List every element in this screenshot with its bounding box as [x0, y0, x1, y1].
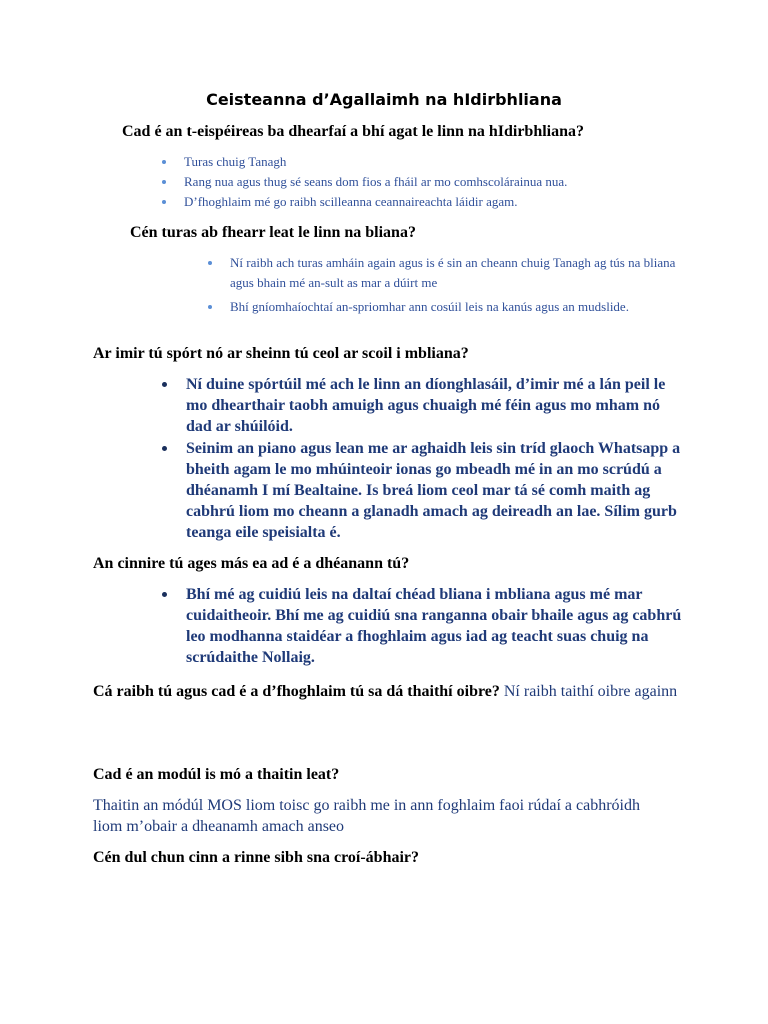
document-title: Ceisteanna d’Agallaimh na hIdirbhliana — [206, 90, 562, 109]
answer-5: Ní raibh taithí oibre againn — [503, 683, 678, 700]
bullet-icon — [162, 180, 166, 184]
list-item: Bhí mé ag cuidiú leis na daltaí chéad bliana i mbliana agus mé mar cuidaitheoir. Bhí me ag cuidiú sna ranganna obair bhaile agus ag cabhrú leo modhanna staidéar a fhoghlaim agus iad ag teacht suas chuig na scrúdaithe Nollaig. — [162, 584, 682, 668]
list-item: Seinim an piano agus lean me ar aghaidh leis sin tríd glaoch Whatsapp a bheith agam le mo mhúinteoir ionas go mbeadh mé in an mo scrúdú a dhéanamh I mí Bealtaine. Is breá liom ceol mar tá sé comh maith ag cabhrú liom mo cheann a glanadh amach ag deireadh an lae. Sílim gurb teanga eile speisialta é. — [162, 438, 682, 543]
answer-list-3 — [162, 374, 682, 544]
question-6: Cad é an modúl is mó a thaitin leat? — [93, 766, 340, 783]
bullet-icon — [162, 160, 166, 164]
question-4: An cinnire tú ages más ea ad é a dhéanann tú? — [93, 555, 410, 572]
bullet-icon — [162, 382, 167, 387]
question-2: Cén turas ab fhearr leat le linn na bliana? — [130, 224, 416, 241]
answer-6: Thaitin an módúl MOS liom toisc go raibh me in ann foghlaim faoi rúdaí a cabhróidh liom m’obair a dheanamh amach anseo — [93, 797, 640, 835]
question-1: Cad é an t-eispéireas ba dhearfaí a bhí agat le linn na hIdirbhliana? — [122, 123, 584, 140]
bullet-icon — [208, 261, 212, 265]
question-7: Cén dul chun cinn a rinne sibh sna croí-ábhair? — [93, 849, 420, 866]
list-item: Bhí gníomhaíochtaí an-spriomhar ann cosúil leis na kanús agus an mudslide. — [206, 297, 676, 317]
bullet-icon — [162, 200, 166, 204]
answer-list-4 — [162, 584, 682, 669]
list-item: Ní raibh ach turas amháin again agus is é sin an cheann chuig Tanagh ag tús na bliana agus bhain mé an-sult as mar a dúirt me — [206, 253, 676, 293]
answer-list-2 — [206, 253, 676, 317]
list-item: D’fhoghlaim mé go raibh scilleanna ceannaireachta láidir agam. — [160, 192, 680, 212]
bullet-icon — [208, 305, 212, 309]
question-3: Ar imir tú spórt nó ar sheinn tú ceol ar scoil i mbliana? — [93, 345, 469, 362]
list-item: Ní duine spórtúil mé ach le linn an díonghlasáil, d’imir mé a lán peil le mo dhearthair taobh amuigh agus chuaigh mé féin agus mo mham nó dad ar shúilóid. — [162, 374, 682, 437]
answer-list-1 — [160, 152, 680, 212]
bullet-icon — [162, 592, 167, 597]
list-item: Rang nua agus thug sé seans dom fios a fháil ar mo comhscolárainua nua. — [160, 172, 680, 192]
list-item: Turas chuig Tanagh — [160, 152, 680, 172]
question-5: Cá raibh tú agus cad é a d’fhoghlaim tú sa dá thaithí oibre? Ní raibh taithí oibre againn — [93, 683, 678, 700]
bullet-icon — [162, 446, 167, 451]
